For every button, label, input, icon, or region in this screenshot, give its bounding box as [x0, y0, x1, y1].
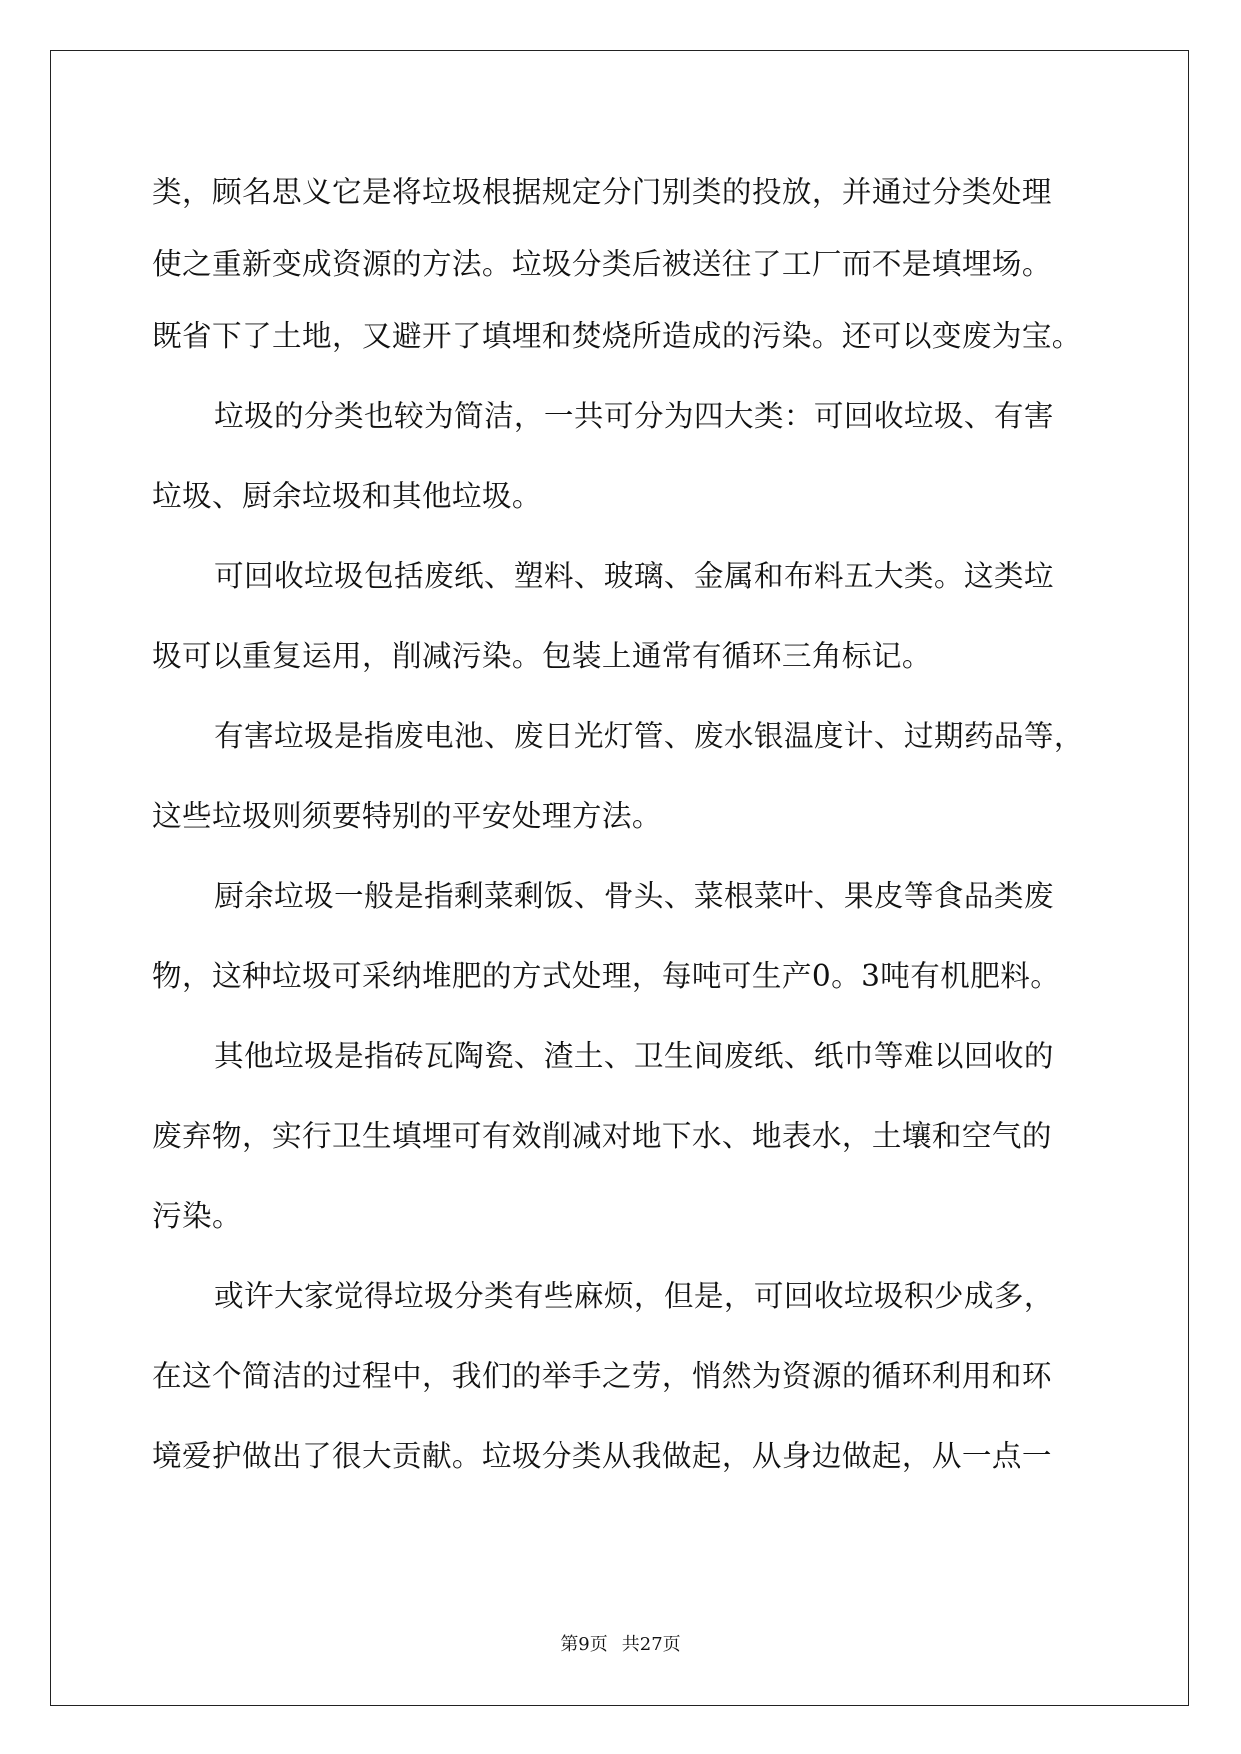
text-line: 这些垃圾则须要特别的平安处理方法。	[152, 799, 662, 833]
paragraph-start-line: 厨余垃圾一般是指剩菜剩饭、骨头、菜根菜叶、果皮等食品类废	[214, 879, 1054, 913]
text-line: 圾可以重复运用，削减污染。包装上通常有循环三角标记。	[152, 639, 932, 673]
page-number: 第9页	[560, 1634, 608, 1655]
paragraph-start-line: 有害垃圾是指废电池、废日光灯管、废水银温度计、过期药品等，	[214, 719, 1084, 753]
page-footer	[0, 1630, 1241, 1656]
text-line: 废弃物，实行卫生填埋可有效削减对地下水、地表水，土壤和空气的	[152, 1119, 1052, 1153]
paragraph-start-line: 可回收垃圾包括废纸、塑料、玻璃、金属和布料五大类。这类垃	[214, 559, 1054, 593]
text-line: 在这个简洁的过程中，我们的举手之劳，悄然为资源的循环利用和环	[152, 1359, 1052, 1393]
text-line: 物，这种垃圾可采纳堆肥的方式处理，每吨可生产0。3吨有机肥料。	[152, 959, 1061, 993]
text-line: 境爱护做出了很大贡献。垃圾分类从我做起，从身边做起，从一点一	[152, 1439, 1052, 1473]
text-line: 使之重新变成资源的方法。垃圾分类后被送往了工厂而不是填埋场。	[152, 247, 1052, 281]
total-pages: 共27页	[621, 1634, 681, 1655]
paragraph-start-line: 或许大家觉得垃圾分类有些麻烦，但是，可回收垃圾积少成多，	[214, 1279, 1054, 1313]
text-line: 垃圾、厨余垃圾和其他垃圾。	[152, 479, 542, 513]
text-line: 污染。	[152, 1199, 242, 1233]
text-line: 类，顾名思义它是将垃圾根据规定分门别类的投放，并通过分类处理	[152, 175, 1052, 209]
paragraph-start-line: 垃圾的分类也较为简洁，一共可分为四大类：可回收垃圾、有害	[214, 399, 1054, 433]
paragraph-start-line: 其他垃圾是指砖瓦陶瓷、渣土、卫生间废纸、纸巾等难以回收的	[214, 1039, 1054, 1073]
text-line: 既省下了土地，又避开了填埋和焚烧所造成的污染。还可以变废为宝。	[152, 319, 1082, 353]
